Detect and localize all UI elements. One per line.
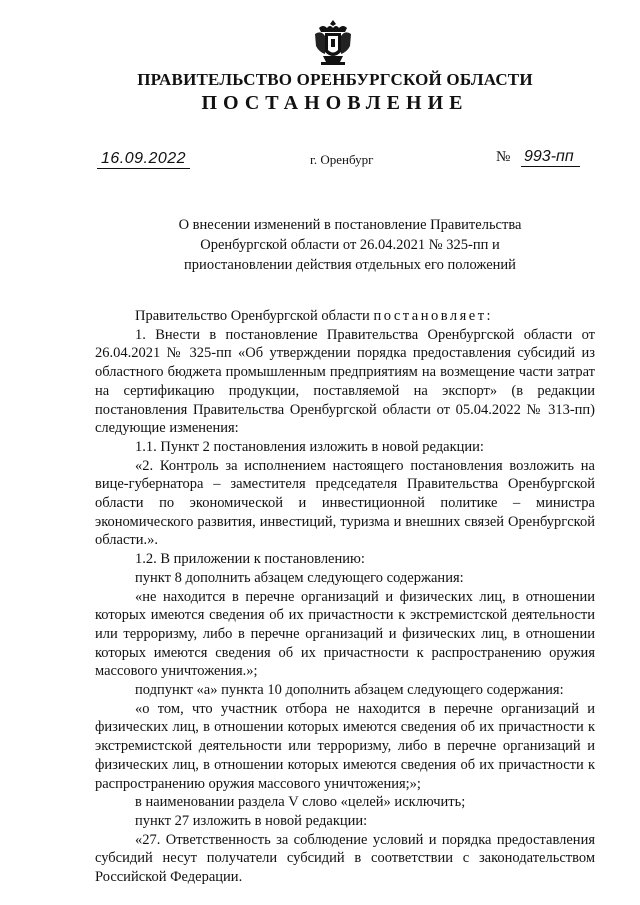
body-paragraph: подпункт «а» пункта 10 дополнить абзацем следующего содержания: [135,682,564,699]
document-number: 993-пп [521,148,580,167]
body-paragraph: пункт 27 изложить в новой редакции: [135,812,368,829]
intro-paragraph [95,307,595,326]
document-body [95,307,595,887]
government-name: ПРАВИТЕЛЬСТВО ОРЕНБУРГСКОЙ ОБЛАСТИ [137,70,533,89]
intro-lead: Правительство Оренбургской области [135,308,374,324]
document-city: г. Оренбург [310,152,374,167]
body-paragraph: «27. Ответственность за соблюдение условий и порядка предоставления субсидий несут получатели субсидий в соответствии с законодательством Российской Федерации. [95,831,595,886]
coat-of-arms-icon [313,18,353,66]
document-date: 16.09.2022 [97,150,190,169]
body-paragraph: в наименовании раздела V слово «целей» исключить; [135,794,466,811]
document-subject: О внесении изменений в постановление Правительства Оренбургской области от 26.04.2021 № 325-пп и приостановлении действия отдельных его положений [178,217,522,273]
body-paragraph: 1.2. В приложении к постановлению: [135,551,365,568]
body-paragraph: пункт 8 дополнить абзацем следующего содержания: [135,569,464,586]
intro-decree-word: постановляет: [373,308,494,324]
body-paragraph: 1. Внести в постановление Правительства Оренбургской области от 26.04.2021 № 325-пп «Об утверждении порядка предоставления субсидий из областного бюджета промышленным предприятиям на возмещение части затрат на сертификацию продукции, поставляемой на экспорт» (в редакции постановления Правительства Оренбургской области от 05.04.2022 № 313-пп) следующие изменения: [95,326,595,437]
body-paragraph: «не находится в перечне организаций и физических лиц, в отношении которых имеются сведения об их причастности к экстремистской деятельности или терроризму, либо в перечне организаций и физических лиц, в отношении которых имеются сведения об их причастности к распространению оружия массового уничтожения.»; [95,588,595,680]
body-paragraph: «о том, что участник отбора не находится в перечне организаций и физических лиц, в отношении которых имеются сведения об их причастности к экстремистской деятельности или терроризму, либо в перечне организаций и физических лиц, в отношении которых имеются сведения об их причастности к распространению оружия массового уничтожения;»; [95,700,595,792]
body-paragraph: 1.1. Пункт 2 постановления изложить в новой редакции: [135,438,484,455]
body-paragraph: «2. Контроль за исполнением настоящего постановления возложить на вице-губернатора – заместителя председателя Правительства Оренбургской области по экономической и инвестиционной политике – министра экономического развития, инвестиций, туризма и внешних связей Оренбургской области.». [95,457,595,549]
document-type: ПОСТАНОВЛЕНИЕ [201,92,469,114]
document-number-label: № [496,149,511,165]
